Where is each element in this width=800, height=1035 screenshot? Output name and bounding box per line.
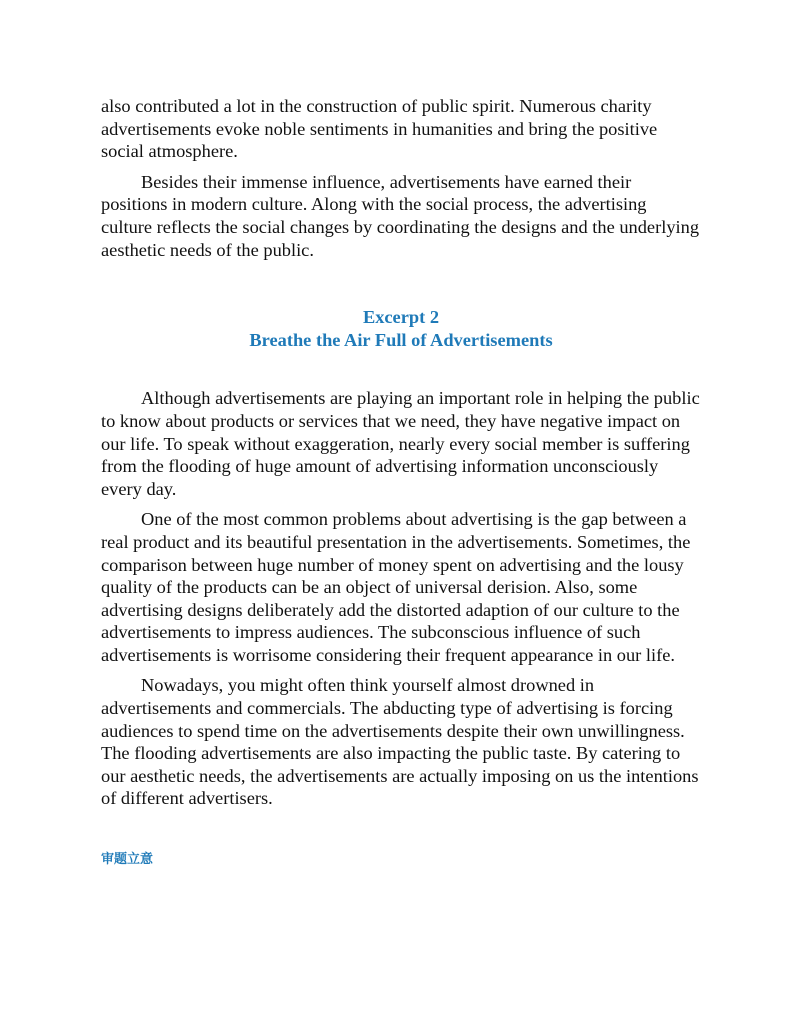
paragraph-drowned: Nowadays, you might often think yourself almost drowned in advertisements and commercials. The abducting type of advertising is forcing audiences to spend time on the advertisements despite their own unwillingness. The flooding advertisements are also impacting the public taste. By catering to our aesthetic needs, the advertisements are actually imposing on us the intentions of different advertisers. (101, 675, 699, 809)
document-body (101, 95, 701, 818)
section-label: 审题立意 (101, 852, 154, 867)
excerpt-title: Breathe the Air Full of Advertisements (249, 329, 553, 350)
paragraph-continuation: also contributed a lot in the construction of public spirit. Numerous charity advertisements evoke noble sentiments in humanities and bring the positive social atmosphere. (101, 96, 658, 162)
paragraph-culture: Besides their immense influence, advertisements have earned their positions in modern culture. Along with the social process, the advertising culture reflects the social changes by coordinating the designs and the underlying aesthetic needs of the public. (101, 171, 700, 260)
paragraph-negative-impact: Although advertisements are playing an important role in helping the public to know about products or services that we need, they have negative impact on our life. To speak without exaggeration, nearly every social member is suffering from the flooding of huge amount of advertising information unconsciously every day. (101, 388, 700, 499)
excerpt-heading (101, 306, 701, 351)
excerpt-number: Excerpt 2 (362, 307, 440, 328)
paragraph-gap: One of the most common problems about advertising is the gap between a real product and its beautiful presentation in the advertisements. Sometimes, the comparison between huge number of money spent on advertising and the lousy quality of the products can be an object of universal derision. Also, some advertising designs deliberately add the distorted adaption of our culture to the advertisements to impress audiences. The subconscious influence of such advertisements is worrisome considering their frequent appearance in our life. (101, 509, 691, 665)
